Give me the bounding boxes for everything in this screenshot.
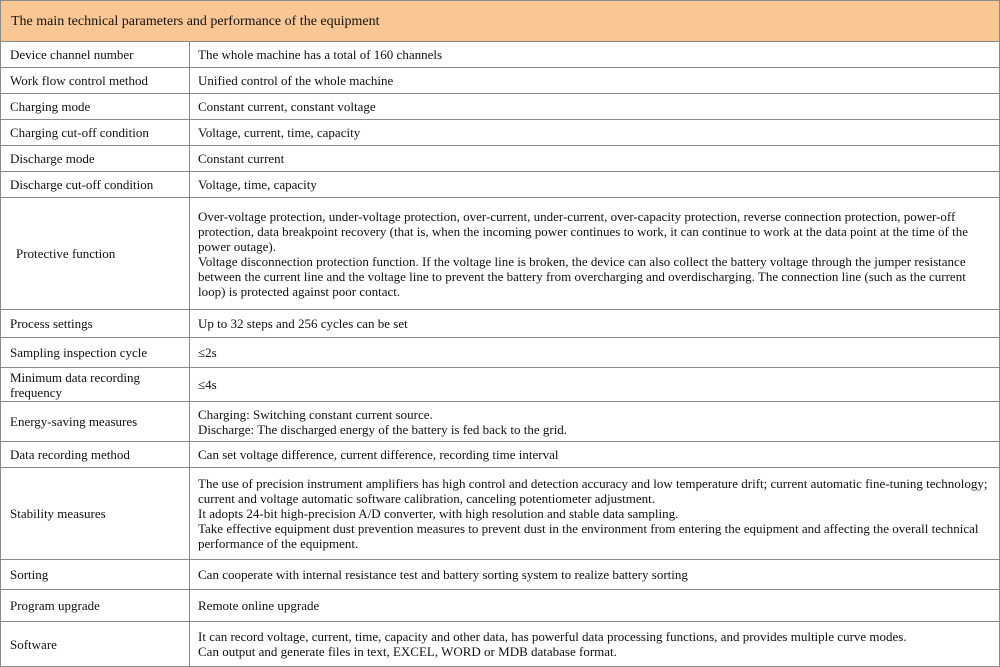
param-value — [190, 146, 1000, 172]
param-value-line: Can set voltage difference, current difference, recording time interval — [198, 447, 559, 462]
param-value-line: Unified control of the whole machine — [198, 73, 394, 88]
table-row — [1, 442, 1000, 468]
param-value-line: It can record voltage, current, time, capacity and other data, has powerful data processing functions, and provides multiple curve modes. — [198, 629, 907, 644]
param-name: Sampling inspection cycle — [1, 338, 190, 368]
param-value-line: Up to 32 steps and 256 cycles can be set — [198, 316, 408, 331]
param-name: Device channel number — [1, 42, 190, 68]
table-row — [1, 590, 1000, 622]
table-row — [1, 560, 1000, 590]
param-value — [190, 198, 1000, 310]
param-name: Process settings — [1, 310, 190, 338]
param-value-line: Voltage, time, capacity — [198, 177, 317, 192]
param-value-line: Voltage disconnection protection function. If the voltage line is broken, the device can also collect the battery voltage through the jumper resistance between the current line and the voltage line to prevent the battery from overcharging and overdischarging. The connection line (such as the current loop) is protected against poor contact. — [198, 253, 966, 299]
table-title: The main technical parameters and performance of the equipment — [1, 1, 1000, 42]
table-row — [1, 468, 1000, 560]
table-row — [1, 94, 1000, 120]
param-name: Data recording method — [1, 442, 190, 468]
param-value-line: Charging: Switching constant current source. — [198, 406, 433, 422]
param-name: Protective function — [1, 198, 190, 310]
param-value — [190, 120, 1000, 146]
param-value — [190, 560, 1000, 590]
param-value — [190, 402, 1000, 442]
param-name: Minimum data recording frequency — [1, 368, 190, 402]
param-name: Charging mode — [1, 94, 190, 120]
table-row — [1, 368, 1000, 402]
param-value-line: Can output and generate files in text, EXCEL, WORD or MDB database format. — [198, 644, 617, 659]
table-row — [1, 68, 1000, 94]
param-name: Energy-saving measures — [1, 402, 190, 442]
param-name: Software — [1, 622, 190, 667]
param-value — [190, 68, 1000, 94]
param-value — [190, 442, 1000, 468]
param-value — [190, 590, 1000, 622]
param-value-line: ≤2s — [198, 345, 217, 360]
table-row — [1, 338, 1000, 368]
param-value — [190, 310, 1000, 338]
param-name: Charging cut-off condition — [1, 120, 190, 146]
table-row — [1, 146, 1000, 172]
param-name: Stability measures — [1, 468, 190, 560]
table-row — [1, 402, 1000, 442]
param-value-line: Take effective equipment dust prevention measures to prevent dust in the environment from entering the equipment and affecting the overall technical performance of the equipment. — [198, 521, 979, 551]
param-name: Sorting — [1, 560, 190, 590]
param-value-line: It adopts 24-bit high-precision A/D converter, with high resolution and stable data sampling. — [198, 506, 679, 521]
param-value — [190, 368, 1000, 402]
param-value-line: ≤4s — [198, 377, 217, 392]
param-name: Program upgrade — [1, 590, 190, 622]
param-value-line: Over-voltage protection, under-voltage protection, over-current, under-current, over-capacity protection, reverse connection protection, power-off protection, data breakpoint recovery (that is, when the incoming power continues to work, it can continue to work at the data point at the time of the power outage). — [198, 208, 969, 254]
param-name: Work flow control method — [1, 68, 190, 94]
table-row — [1, 120, 1000, 146]
param-value-line: The whole machine has a total of 160 channels — [198, 47, 443, 62]
param-value-line: Remote online upgrade — [198, 598, 320, 613]
param-value-line: Discharge: The discharged energy of the battery is fed back to the grid. — [198, 421, 568, 437]
param-value — [190, 172, 1000, 198]
table-row — [1, 198, 1000, 310]
table-title-row — [1, 1, 1000, 42]
param-value — [190, 338, 1000, 368]
table-row — [1, 172, 1000, 198]
param-name: Discharge cut-off condition — [1, 172, 190, 198]
table-row — [1, 42, 1000, 68]
table-row — [1, 622, 1000, 667]
param-value — [190, 468, 1000, 560]
param-value-line: Voltage, current, time, capacity — [198, 125, 361, 140]
param-value-line: Constant current — [198, 151, 285, 166]
param-value-line: Constant current, constant voltage — [198, 99, 376, 114]
param-value-line: The use of precision instrument amplifiers has high control and detection accuracy and low temperature drift; current automatic fine-tuning technology; current and voltage automatic software calibration, canceling potentiometer adjustment. — [198, 476, 988, 506]
param-value — [190, 94, 1000, 120]
table-row — [1, 310, 1000, 338]
param-value — [190, 42, 1000, 68]
param-value — [190, 622, 1000, 667]
param-value-line: Can cooperate with internal resistance test and battery sorting system to realize battery sorting — [198, 567, 688, 582]
param-name: Discharge mode — [1, 146, 190, 172]
